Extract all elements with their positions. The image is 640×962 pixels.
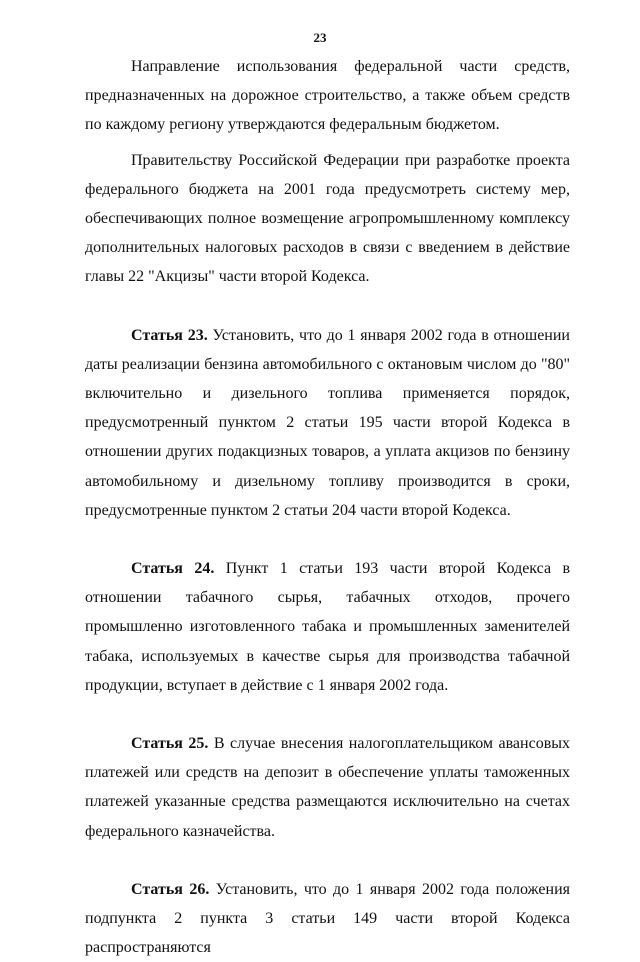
article-text: Установить, что до 1 января 2002 года положения подпункта 2 пункта 3 статьи 149 части второй Кодекса распространяются <box>85 880 570 957</box>
document-body <box>85 52 570 962</box>
article-text: Установить, что до 1 января 2002 года в отношении даты реализации бензина автомобильного с октановым числом до "80" включительно и дизельного топлива применяется порядок, предусмотренный пунктом 2 статьи 195 части второй Кодекса в отношении других подакцизных товаров, а уплата акцизов по бензину автомобильному и дизельному топливу производится в сроки, предусмотренные пунктом 2 статьи 204 части второй Кодекса. <box>85 326 570 519</box>
page-number: 23 <box>313 30 327 45</box>
article-title: Статья 25. <box>131 735 209 753</box>
paragraph-government-budget <box>85 146 570 292</box>
article-26 <box>85 875 570 962</box>
article-text: Пункт 1 статьи 193 части второй Кодекса в отношении табачного сырья, табачных отходов, прочего промышленно изготовленного табака и промышленных заменителей табака, используемых в качестве сырья для производства табачной продукции, вступает в действие с 1 января 2002 года. <box>85 560 570 694</box>
article-text: В случае внесения налогоплательщиком авансовых платежей или средств на депозит в обеспечение уплаты таможенных платежей указанные средства размещаются исключительно на счетах федерального казначейства. <box>85 735 571 840</box>
paragraph-text: Правительству Российской Федерации при разработке проекта федерального бюджета на 2001 года предусмотреть систему мер, обеспечивающих полное возмещение агропромышленному комплексу дополнительных налоговых расходов в связи с введением в действие главы 22 "Акцизы" части второй Кодекса. <box>85 151 570 286</box>
article-24 <box>85 554 570 700</box>
article-title: Статья 23. <box>131 326 208 344</box>
article-25 <box>85 729 570 846</box>
article-title: Статья 26. <box>131 880 210 898</box>
paragraph-road-funds <box>85 52 570 140</box>
article-23 <box>85 321 570 525</box>
article-title: Статья 24. <box>131 560 215 578</box>
paragraph-text: Направление использования федеральной части средств, предназначенных на дорожное строительство, а также объем средств по каждому региону утверждаются федеральным бюджетом. <box>85 58 570 134</box>
